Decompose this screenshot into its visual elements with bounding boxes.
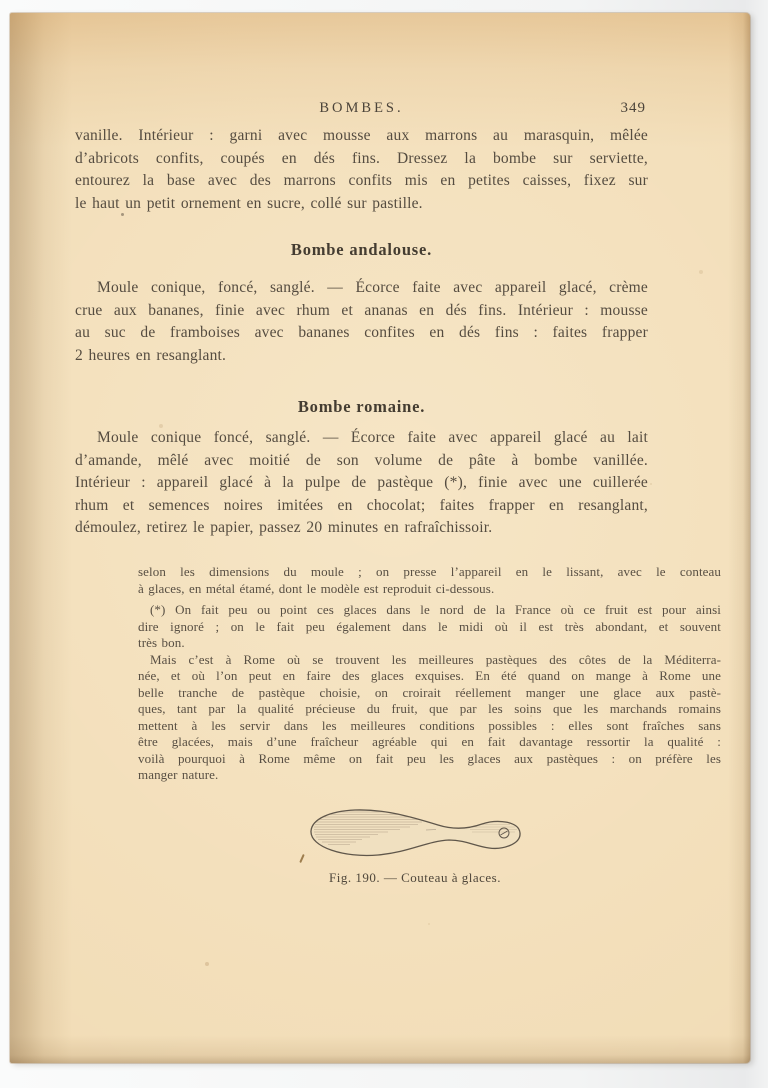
- footnote-continuation: [138, 564, 721, 597]
- text-line: Moule conique foncé, sanglé. — Écorce faite avec appareil glacé au lait: [97, 429, 648, 446]
- text-line: très bon.: [138, 635, 185, 650]
- paragraph-bombe-romaine: [75, 427, 648, 540]
- text-line: dire ignoré ; on le fait peu également dans le midi où il est très abondant, et souvent: [138, 618, 721, 634]
- figure-caption: Fig. 190. — Couteau à glaces.: [329, 870, 501, 885]
- text-line: d’amande, mêlé avec moitié de son volume de pâte à bombe vanillée.: [75, 451, 648, 469]
- text-line: crue aux bananes, finie avec rhum et ananas en dés fins. Intérieur : mousse: [75, 301, 648, 319]
- text-line: vanille. Intérieur : garni avec mousse aux marrons au marasquin, mêlée: [75, 127, 648, 144]
- text-line: mettent à les servir dans les meilleures conditions possibles : elles sont fraîches sans: [138, 717, 721, 733]
- text-line: Intérieur : appareil glacé à la pulpe de pastèque (*), finie avec une cuillerée: [75, 474, 648, 492]
- paragraph-bombe-andalouse: [75, 277, 648, 367]
- text-line: Mais c’est à Rome où se trouvent les meilleures pastèques des côtes de la Méditerra-: [150, 651, 721, 667]
- paper-page: [10, 13, 750, 1063]
- text-line: entourez la base avec des marrons confits mis en petites caisses, fixez sur: [75, 172, 648, 190]
- text-line: à glaces, en métal étamé, dont le modèle est reproduit ci-dessous.: [138, 580, 495, 596]
- text-line: rhum et semences noires imitées en chocolat; faites frapper en resanglant,: [75, 496, 648, 514]
- text-line: Moule conique, foncé, sanglé. — Écorce faite avec appareil glacé, crème: [97, 279, 648, 296]
- text-line: être glacées, mais d’une fraîcheur agréable qui en fait davantage ressortir la qualité :: [138, 734, 721, 749]
- text-line: (*) On fait peu ou point ces glaces dans le nord de la France où ce fruit est pour ainsi: [150, 602, 721, 617]
- text-line: selon les dimensions du moule ; on presse l’appareil en le lissant, avec le conteau: [138, 564, 721, 579]
- page-number: 349: [620, 100, 646, 116]
- footnote-asterisk: [138, 602, 721, 652]
- section-heading-bombe-andalouse: Bombe andalouse.: [290, 240, 433, 259]
- ice-knife-illustration: [300, 803, 530, 857]
- text-line: démoulez, retirez le papier, passez 20 minutes en rafraîchissoir.: [75, 519, 493, 537]
- intro-paragraph: [75, 125, 648, 215]
- figure-couteau-a-glaces: [290, 803, 540, 886]
- text-line: ques, tant par la qualité précieuse du fruit, que par les soins que les marchands romains: [138, 701, 721, 716]
- paper-freckles: [10, 13, 12, 15]
- section-heading-bombe-romaine: Bombe romaine.: [297, 397, 426, 416]
- footnote-block: [138, 564, 721, 784]
- footnote-rome: [138, 652, 721, 784]
- text-line: le haut un petit ornement en sucre, collé sur pastille.: [75, 194, 423, 212]
- text-line: voilà pourquoi à Rome même on fait peu les glaces aux pastèques : on préfère les: [138, 750, 721, 766]
- text-line: belle tranche de pastèque choisie, on croirait réellement manger une glace aux pastè-: [138, 684, 721, 700]
- text-line: 2 heures en resanglant.: [75, 346, 227, 364]
- text-line: d’abricots confits, coupés en dés fins. Dressez la bombe sur serviette,: [75, 149, 648, 167]
- text-line: manger nature.: [138, 767, 219, 782]
- text-line: née, et où l’on peut en faire des glaces exquises. En été quand on mange à Rome une: [138, 668, 721, 683]
- page-header: [75, 98, 648, 118]
- margin-dot-speck: [121, 213, 124, 216]
- running-title: BOMBES.: [319, 100, 404, 116]
- text-line: au suc de framboises avec bananes confites en dés fins : faites frapper: [75, 324, 648, 342]
